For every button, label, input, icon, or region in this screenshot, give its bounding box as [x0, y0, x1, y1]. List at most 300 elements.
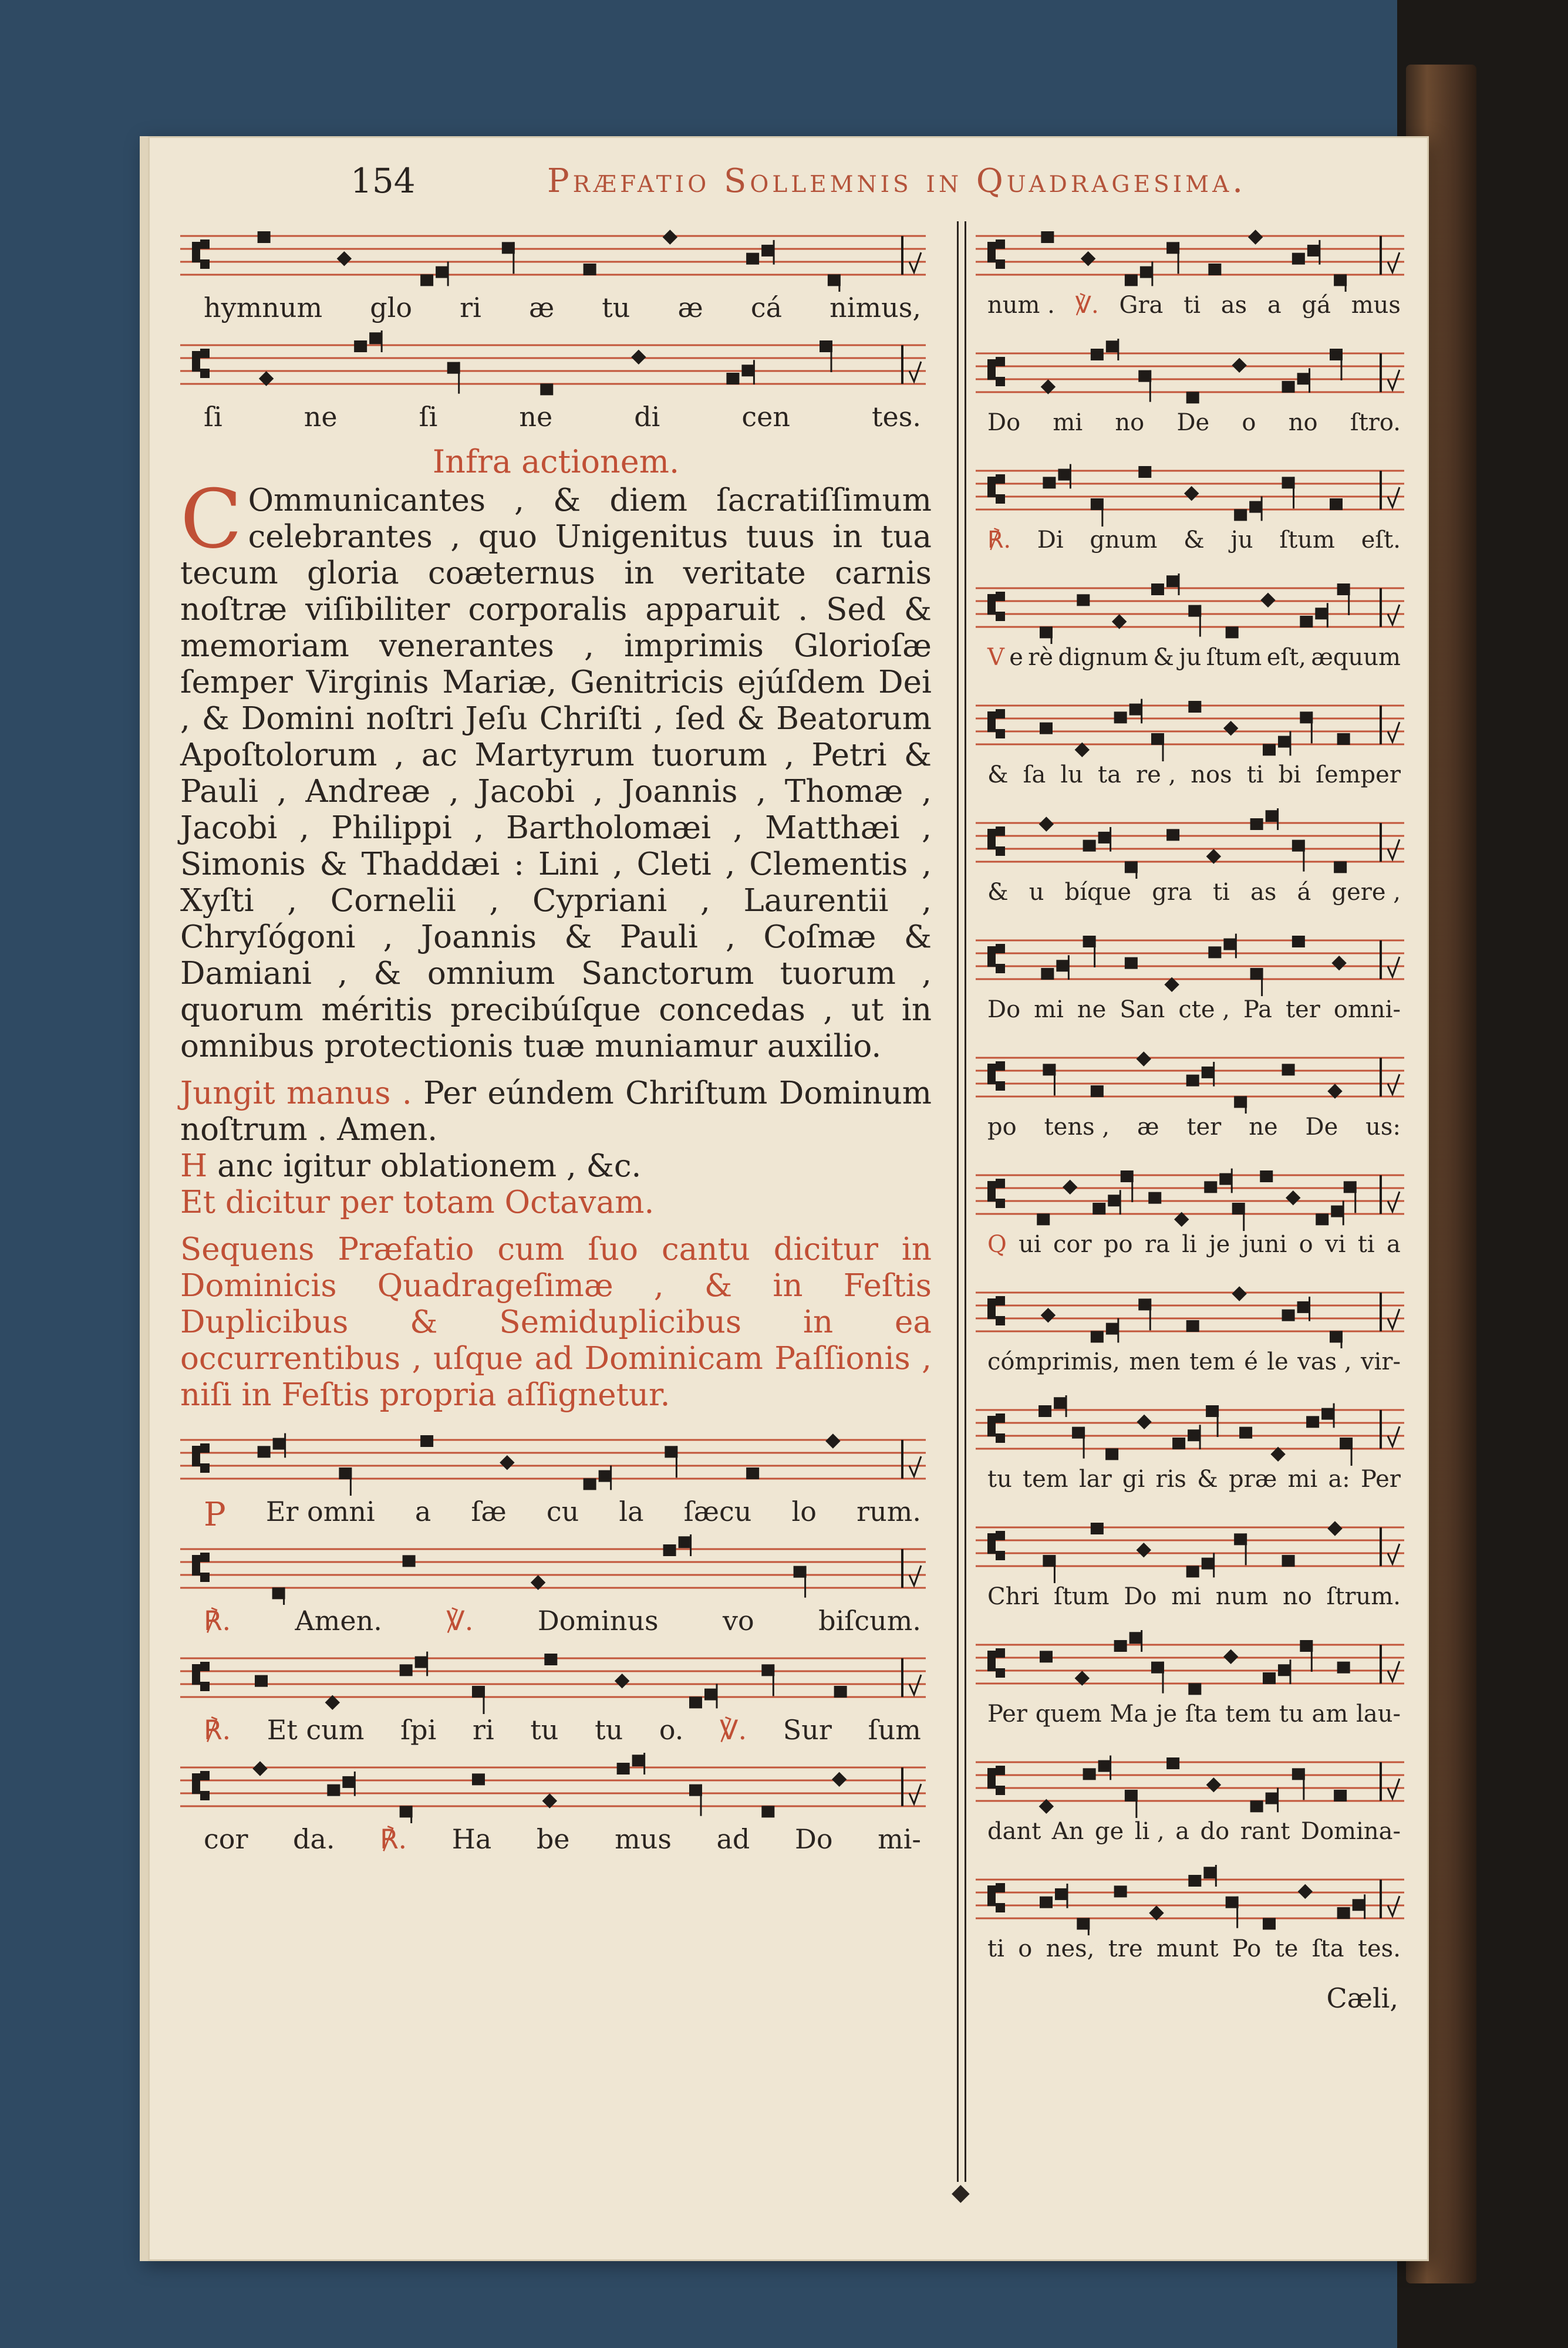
chant-staff [976, 456, 1404, 527]
neume [1292, 1768, 1305, 1800]
neume [252, 1761, 267, 1776]
syllable: vi [1325, 1231, 1346, 1258]
syllable: cor [1053, 1231, 1092, 1258]
syllable: da. [293, 1823, 335, 1855]
neume [1166, 242, 1179, 274]
syllable: gá [1301, 292, 1331, 319]
chant-system [976, 1278, 1404, 1395]
chant-staff [976, 926, 1404, 996]
neume [1040, 1884, 1068, 1908]
neume [1040, 723, 1053, 734]
syllable: & [987, 879, 1009, 906]
neume [1327, 1521, 1342, 1536]
neume [1038, 1395, 1067, 1417]
syllable: ℟. [987, 527, 1011, 554]
syllable: us: [1365, 1114, 1401, 1141]
syllable: o [1299, 1231, 1313, 1258]
rubric-infra-actionem: Infra actionem. [432, 443, 680, 480]
neume [1334, 274, 1347, 292]
syllable: ju [1179, 644, 1202, 671]
neume [1337, 733, 1350, 745]
neume [1091, 1523, 1104, 1534]
chant-system [976, 456, 1404, 573]
syllable: De [1305, 1114, 1338, 1141]
neume [1334, 861, 1347, 873]
lyrics-line [180, 1496, 932, 1534]
lyrics-line [976, 292, 1404, 330]
neume [1292, 240, 1320, 265]
lyrics-line [976, 1701, 1404, 1739]
neume [1208, 264, 1221, 275]
syllable: vir- [1360, 1348, 1401, 1375]
syllable: je [1156, 1701, 1178, 1728]
syllable: ſtum [1279, 527, 1335, 554]
syllable: ne [519, 401, 553, 433]
syllable: o. [659, 1714, 684, 1746]
syllable: æquum [1311, 644, 1401, 671]
c-clef-icon [987, 592, 1005, 621]
syllable: nimus, [829, 292, 921, 323]
neume [1172, 1425, 1201, 1449]
c-clef-icon [192, 239, 210, 269]
jungit-manus [180, 1075, 932, 1148]
neume [834, 1686, 847, 1698]
neume [663, 230, 677, 244]
syllable: ſtum [1206, 644, 1262, 671]
c-clef-icon [987, 1648, 1005, 1678]
chant-system [976, 339, 1404, 456]
syllable: re , [1136, 761, 1176, 788]
hanc-text: anc igitur oblationem , &c. [217, 1148, 642, 1184]
running-header [350, 161, 1394, 208]
lyrics-line [976, 879, 1404, 917]
syllable: gnum [1090, 527, 1158, 554]
lyric-prefix: ℟. [204, 1605, 231, 1637]
neume [1206, 1777, 1221, 1792]
syllable: je [1209, 1231, 1230, 1258]
neume [1091, 498, 1104, 527]
c-clef-icon [987, 1413, 1005, 1443]
neume [1081, 251, 1095, 266]
syllable: ne [1249, 1114, 1278, 1141]
syllable: a [414, 1496, 431, 1527]
neume [1092, 1190, 1121, 1215]
c-clef-icon [987, 239, 1005, 269]
neume [1300, 603, 1328, 628]
c-clef-icon [987, 474, 1005, 504]
syllable: ſa [1023, 761, 1046, 788]
syllable: gi [1122, 1466, 1145, 1493]
lyrics-line [976, 644, 1404, 683]
lyrics-line [180, 1823, 932, 1862]
divider-ornament: ◆ [952, 2179, 970, 2206]
syllable: omni- [1333, 996, 1401, 1023]
syllable: li [1182, 1231, 1197, 1258]
neume [1043, 464, 1071, 489]
chant-staff [976, 1160, 1404, 1231]
neume [1186, 392, 1199, 403]
chant-system [976, 1395, 1404, 1513]
syllable: & [1153, 644, 1174, 671]
neume [1151, 733, 1164, 761]
syllable: æ [1137, 1114, 1159, 1141]
syllable: ter [1285, 996, 1320, 1023]
syllable: no [1115, 409, 1145, 436]
neume [1344, 1181, 1357, 1213]
syllable: glo [370, 292, 413, 323]
neume [540, 383, 553, 395]
chant-system [180, 1753, 932, 1862]
c-clef-icon [987, 1766, 1005, 1795]
right-column [976, 221, 1404, 2014]
syllable: Q [987, 1231, 1007, 1258]
neume [1250, 968, 1263, 996]
syllable: cu [546, 1496, 579, 1527]
syllable: Gra [1119, 292, 1164, 319]
neume [1239, 1427, 1252, 1439]
neume [665, 1446, 677, 1477]
neume [1072, 1427, 1085, 1459]
c-clef-icon [987, 1061, 1005, 1091]
syllable: mi [1171, 1583, 1201, 1610]
syllable: & [1183, 527, 1205, 554]
lyrics-line [976, 1583, 1404, 1622]
neume [339, 1468, 352, 1496]
neume [1223, 1649, 1238, 1664]
lyrics-line [180, 1605, 932, 1644]
c-clef-icon [192, 1443, 210, 1473]
syllable: V [987, 644, 1004, 671]
chant-staff [976, 691, 1404, 761]
syllable: Er omni [265, 1496, 375, 1527]
syllable: æ [528, 292, 555, 323]
neume [400, 1652, 428, 1676]
lyrics-line [180, 401, 932, 440]
chant-staff [180, 1753, 926, 1823]
neume [1083, 827, 1111, 852]
syllable: o [1242, 409, 1256, 436]
lyric-prefix: ℟. [204, 1714, 231, 1746]
lyrics-line [976, 527, 1404, 565]
book-page [140, 136, 1429, 2261]
neume [1330, 498, 1343, 510]
neume [761, 1806, 774, 1817]
chant-system [976, 1747, 1404, 1865]
neume [1263, 1659, 1291, 1684]
syllable: ſæ [471, 1496, 507, 1527]
lyrics-line [976, 1231, 1404, 1270]
neume [1125, 262, 1153, 286]
neume [1300, 711, 1313, 743]
neume [1186, 1062, 1215, 1087]
rubric-octavam: Et dicitur per totam Octavam. [180, 1185, 655, 1220]
syllable: la [619, 1496, 644, 1527]
syllable: Domina- [1301, 1818, 1401, 1845]
syllable: Et cum [267, 1714, 365, 1746]
neume [1138, 370, 1151, 402]
syllable: Chri [987, 1583, 1040, 1610]
neume [472, 1686, 485, 1714]
syllable: eſt, [1266, 644, 1306, 671]
left-chant-top [180, 221, 932, 440]
neume [761, 1664, 774, 1696]
neume [1151, 1662, 1164, 1693]
neume [1226, 626, 1239, 638]
neume [1234, 497, 1262, 521]
neume [1137, 1415, 1151, 1429]
neume [1188, 701, 1201, 713]
syllable: ſtum [1054, 1583, 1110, 1610]
neume [447, 362, 460, 394]
chant-staff [976, 1865, 1404, 1935]
syllable: ti [1246, 761, 1264, 788]
lyrics-line [976, 1348, 1404, 1387]
neume [1138, 466, 1151, 478]
hanc-igitur [180, 1148, 932, 1185]
neume [1040, 626, 1053, 644]
syllable: San [1119, 996, 1165, 1023]
neume [354, 330, 382, 352]
syllable: tu [1279, 1701, 1304, 1728]
neume [1138, 1298, 1151, 1330]
neume [1232, 1203, 1245, 1231]
lyric-prefix: P [204, 1496, 226, 1534]
chant-staff [180, 330, 926, 401]
neume [472, 1773, 485, 1785]
neume [663, 1534, 692, 1556]
syllable: ti [1212, 879, 1230, 906]
lyrics-line [976, 1114, 1404, 1152]
syllable: juni [1242, 1231, 1287, 1258]
neume [1137, 1543, 1151, 1557]
chant-staff [976, 1395, 1404, 1466]
neume [1204, 1169, 1232, 1193]
syllable: u [1029, 879, 1044, 906]
neume [1292, 936, 1305, 947]
syllable: ſtro. [1350, 409, 1401, 436]
syllable: ter [1186, 1114, 1222, 1141]
syllable: ge [1094, 1818, 1124, 1845]
neume [337, 251, 352, 266]
syllable: li , [1134, 1818, 1165, 1845]
neume [1337, 1662, 1350, 1674]
syllable: é [1244, 1348, 1258, 1375]
neume [1037, 1213, 1050, 1225]
syllable: rè [1028, 644, 1054, 671]
syllable: ℣. [446, 1605, 474, 1637]
syllable: tes. [872, 401, 921, 433]
neume [1340, 1438, 1353, 1466]
c-clef-icon [987, 1883, 1005, 1912]
neume [832, 1772, 847, 1787]
syllable: Do [987, 996, 1021, 1023]
syllable: mi- [878, 1823, 921, 1855]
neume [1282, 477, 1295, 508]
syllable: a [1175, 1818, 1190, 1845]
chant-system [180, 1425, 932, 1534]
chant-system [180, 221, 932, 330]
lyrics-line [180, 292, 932, 330]
syllable: cá [750, 292, 783, 323]
c-clef-icon [192, 1553, 210, 1582]
syllable: rant [1240, 1818, 1290, 1845]
neume [272, 1587, 285, 1605]
neume [1040, 1651, 1053, 1662]
syllable: ℣. [720, 1714, 747, 1746]
neume [1330, 349, 1343, 380]
neume [1083, 936, 1096, 967]
syllable: as [1220, 292, 1247, 319]
syllable: ri [472, 1714, 494, 1746]
neume [689, 1784, 702, 1816]
neume [420, 1435, 433, 1447]
neume [1263, 731, 1291, 756]
chant-system [976, 221, 1404, 339]
neume [1232, 1286, 1246, 1301]
neume [584, 264, 596, 275]
c-clef-icon [987, 709, 1005, 738]
c-clef-icon [192, 349, 210, 378]
syllable: ris [1155, 1466, 1186, 1493]
left-column [180, 221, 932, 1862]
syllable: Amen. [295, 1605, 382, 1637]
syllable: tens , [1044, 1114, 1110, 1141]
right-chant [976, 221, 1404, 1982]
neume [1091, 1085, 1104, 1097]
syllable: do [1200, 1818, 1230, 1845]
syllable: ti [987, 1935, 1004, 1962]
syllable: rum. [857, 1496, 921, 1527]
neume [1282, 1064, 1295, 1075]
neume [1077, 594, 1090, 606]
syllable: lo [791, 1496, 817, 1527]
neume [631, 350, 646, 365]
neume [1137, 1051, 1151, 1066]
syllable: cómprimis, [987, 1348, 1120, 1375]
neume [1337, 1894, 1365, 1919]
drop-initial-c: C [180, 472, 242, 566]
chant-staff [180, 1425, 926, 1496]
syllable: po [1103, 1231, 1133, 1258]
neume [1234, 1533, 1247, 1565]
neume [1186, 1320, 1199, 1332]
neume [1226, 1897, 1239, 1928]
syllable: a [1267, 292, 1282, 319]
neume [1306, 1404, 1334, 1428]
syllable: be [536, 1823, 570, 1855]
neume [1282, 1555, 1295, 1567]
syllable: lau- [1356, 1701, 1401, 1728]
syllable: Po [1232, 1935, 1262, 1962]
chant-system [976, 573, 1404, 691]
syllable: Di [1037, 527, 1064, 554]
neume [1260, 593, 1275, 608]
neume [617, 1753, 645, 1775]
syllable: Pa [1243, 996, 1272, 1023]
neume [1041, 231, 1054, 243]
neume [689, 1684, 717, 1709]
c-clef-icon [987, 1179, 1005, 1208]
syllable: De [1176, 409, 1210, 436]
syllable: biſcum. [818, 1605, 921, 1637]
syllable: mus [615, 1823, 672, 1855]
neume [1148, 1192, 1161, 1204]
c-clef-icon [987, 826, 1005, 856]
neume [1263, 1918, 1276, 1929]
neume [1105, 1448, 1118, 1460]
syllable: mus [1351, 292, 1401, 319]
neume [584, 1466, 612, 1490]
neume [1248, 230, 1263, 244]
syllable: po [987, 1114, 1017, 1141]
syllable: di [634, 401, 660, 433]
neume [1125, 861, 1138, 879]
syllable: & [987, 761, 1009, 788]
neume [500, 1455, 514, 1470]
neume [255, 1675, 268, 1687]
neume [1282, 1297, 1310, 1321]
syllable: ſta [1185, 1701, 1218, 1728]
syllable: ad [716, 1823, 750, 1855]
neume [746, 240, 774, 265]
syllable: tem [1225, 1701, 1272, 1728]
neume [1260, 1170, 1273, 1182]
neume [1206, 1405, 1219, 1437]
syllable: cor [204, 1823, 248, 1855]
neume [1188, 605, 1201, 637]
c-clef-icon [987, 357, 1005, 386]
chant-system [976, 1865, 1404, 1982]
syllable: Ha [451, 1823, 492, 1855]
syllable: æ [677, 292, 703, 323]
syllable: nos [1191, 761, 1232, 788]
neume [1208, 934, 1236, 959]
syllable: ſemper [1316, 761, 1401, 788]
syllable: ſum [868, 1714, 921, 1746]
neume [1223, 721, 1238, 736]
neume [1063, 1180, 1077, 1195]
neume [1043, 1555, 1056, 1583]
syllable: tu [595, 1714, 623, 1746]
syllable: ne [1077, 996, 1107, 1023]
syllable: num . [987, 292, 1055, 319]
lyrics-line [976, 1818, 1404, 1857]
initial-h: H [180, 1148, 208, 1184]
chant-staff [976, 1043, 1404, 1114]
syllable: munt [1156, 1935, 1219, 1962]
syllable: præ [1228, 1466, 1277, 1493]
syllable: ℟. [380, 1823, 407, 1855]
chant-staff [976, 1513, 1404, 1583]
communicantes-text: Ommunicantes , & diem ſacratiſſimum celebrantes , quo Unigenitus tuus in tua tecum gloria coæternus in veritate carnis noſtræ viſibiliter corporalis apparuit . Sed & memoriam venerantes , imprimis Glorioſæ ſemper Virginis Mariæ, Genitricis ejúſdem Dei , & Domini noſtri Jeſu Chriſti , ſed & Beatorum Apoſtolorum , ac Martyrum tuorum , Petri & Pauli , Andreæ , Jacobi , Joannis , Thomæ , Jacobi , Philippi , Bartholomæi , Matthæi , Simonis & Thaddæi : Lini , Cleti , Clementis , Xyſti , Cornelii , Cypriani , Laurentii , Chryſógoni , Joannis & Pauli , Coſmæ & Damiani , & omnium Sanctorum tuorum , quorum méritis precibúſque concedas , ut in omnibus protectionis tuæ muniamur auxilio. [180, 483, 932, 1064]
syllable: ju [1230, 527, 1253, 554]
chant-system [976, 1043, 1404, 1160]
syllable: nes, [1046, 1935, 1095, 1962]
syllable: gra [1152, 879, 1192, 906]
syllable: o [1018, 1935, 1033, 1962]
neume [258, 1433, 286, 1458]
syllable: tu [530, 1714, 559, 1746]
syllable: dignum [1058, 644, 1148, 671]
rubric-jungit: Jungit manus . [180, 1075, 412, 1111]
neume [1125, 1790, 1138, 1818]
neume [1188, 1683, 1201, 1695]
syllable: ti [1183, 292, 1201, 319]
neume [1039, 817, 1054, 831]
chant-staff [976, 1630, 1404, 1701]
neume [1091, 339, 1119, 360]
syllable: & [1197, 1466, 1218, 1493]
